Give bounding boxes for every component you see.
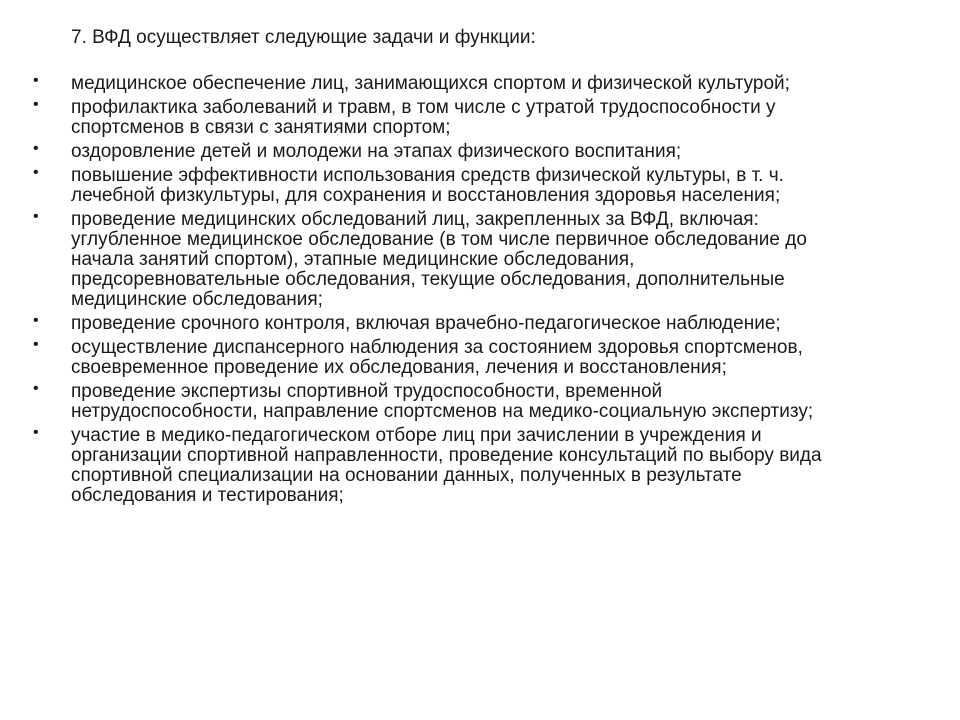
bullet-icon: • <box>33 312 39 329</box>
list-item-text-line: лечебной физкультуры, для сохранения и восстановления здоровья населения; <box>71 185 781 206</box>
bullet-icon: • <box>33 208 39 225</box>
list-item-text-line: проведение срочного контроля, включая врачебно-педагогическое наблюдение; <box>71 313 781 334</box>
list-item-text-line: начала занятий спортом), этапные медицинские обследования, <box>71 249 635 270</box>
bullet-icon: • <box>33 424 39 441</box>
list-item-text-line: углубленное медицинское обследование (в том числе первичное обследование до <box>71 229 807 250</box>
list-item-text-line: оздоровление детей и молодежи на этапах физического воспитания; <box>71 141 682 162</box>
bullet-icon: • <box>33 336 39 353</box>
list-item <box>33 314 933 334</box>
list-item-text-line: осуществление диспансерного наблюдения за состоянием здоровья спортсменов, <box>71 337 803 358</box>
list-item <box>33 382 933 422</box>
bullet-icon: • <box>33 164 39 181</box>
slide-heading: 7. ВФД осуществляет следующие задачи и функции: <box>71 27 536 48</box>
list-item-text-line: организации спортивной направленности, проведение консультаций по выбору вида <box>71 445 822 466</box>
list-item-text-line: спортсменов в связи с занятиями спортом; <box>71 117 451 138</box>
list-item-text-line: своевременное проведение их обследования, лечения и восстановления; <box>71 357 727 378</box>
list-item-text-line: спортивной специализации на основании данных, полученных в результате <box>71 465 742 486</box>
list-item-text-line: нетрудоспособности, направление спортсменов на медико-социальную экспертизу; <box>71 401 814 422</box>
list-item-text-line: проведение экспертизы спортивной трудоспособности, временной <box>71 381 663 402</box>
list-item-text-line: медицинские обследования; <box>71 289 323 310</box>
list-item-text-line: обследования и тестирования; <box>71 485 344 506</box>
list-item <box>33 210 933 310</box>
list-item-text-line: профилактика заболеваний и травм, в том числе с утратой трудоспособности у <box>71 97 776 118</box>
bullet-icon: • <box>33 96 39 113</box>
bullet-icon: • <box>33 380 39 397</box>
bullet-icon: • <box>33 72 39 89</box>
list-item-text-line: повышение эффективности использования средств физической культуры, в т. ч. <box>71 165 784 186</box>
list-item <box>33 166 933 206</box>
list-item-text-line: медицинское обеспечение лиц, занимающихся спортом и физической культурой; <box>71 73 790 94</box>
list-item-text-line: проведение медицинских обследований лиц, закрепленных за ВФД, включая: <box>71 209 759 230</box>
bullet-icon: • <box>33 140 39 157</box>
list-item <box>33 338 933 378</box>
list-item <box>33 74 933 94</box>
list-item-text-line: участие в медико-педагогическом отборе лиц при зачислении в учреждения и <box>71 425 762 446</box>
list-item <box>33 142 933 162</box>
list-item-text-line: предсоревновательные обследования, текущие обследования, дополнительные <box>71 269 785 290</box>
task-list <box>33 74 933 510</box>
list-item <box>33 98 933 138</box>
list-item <box>33 426 933 506</box>
